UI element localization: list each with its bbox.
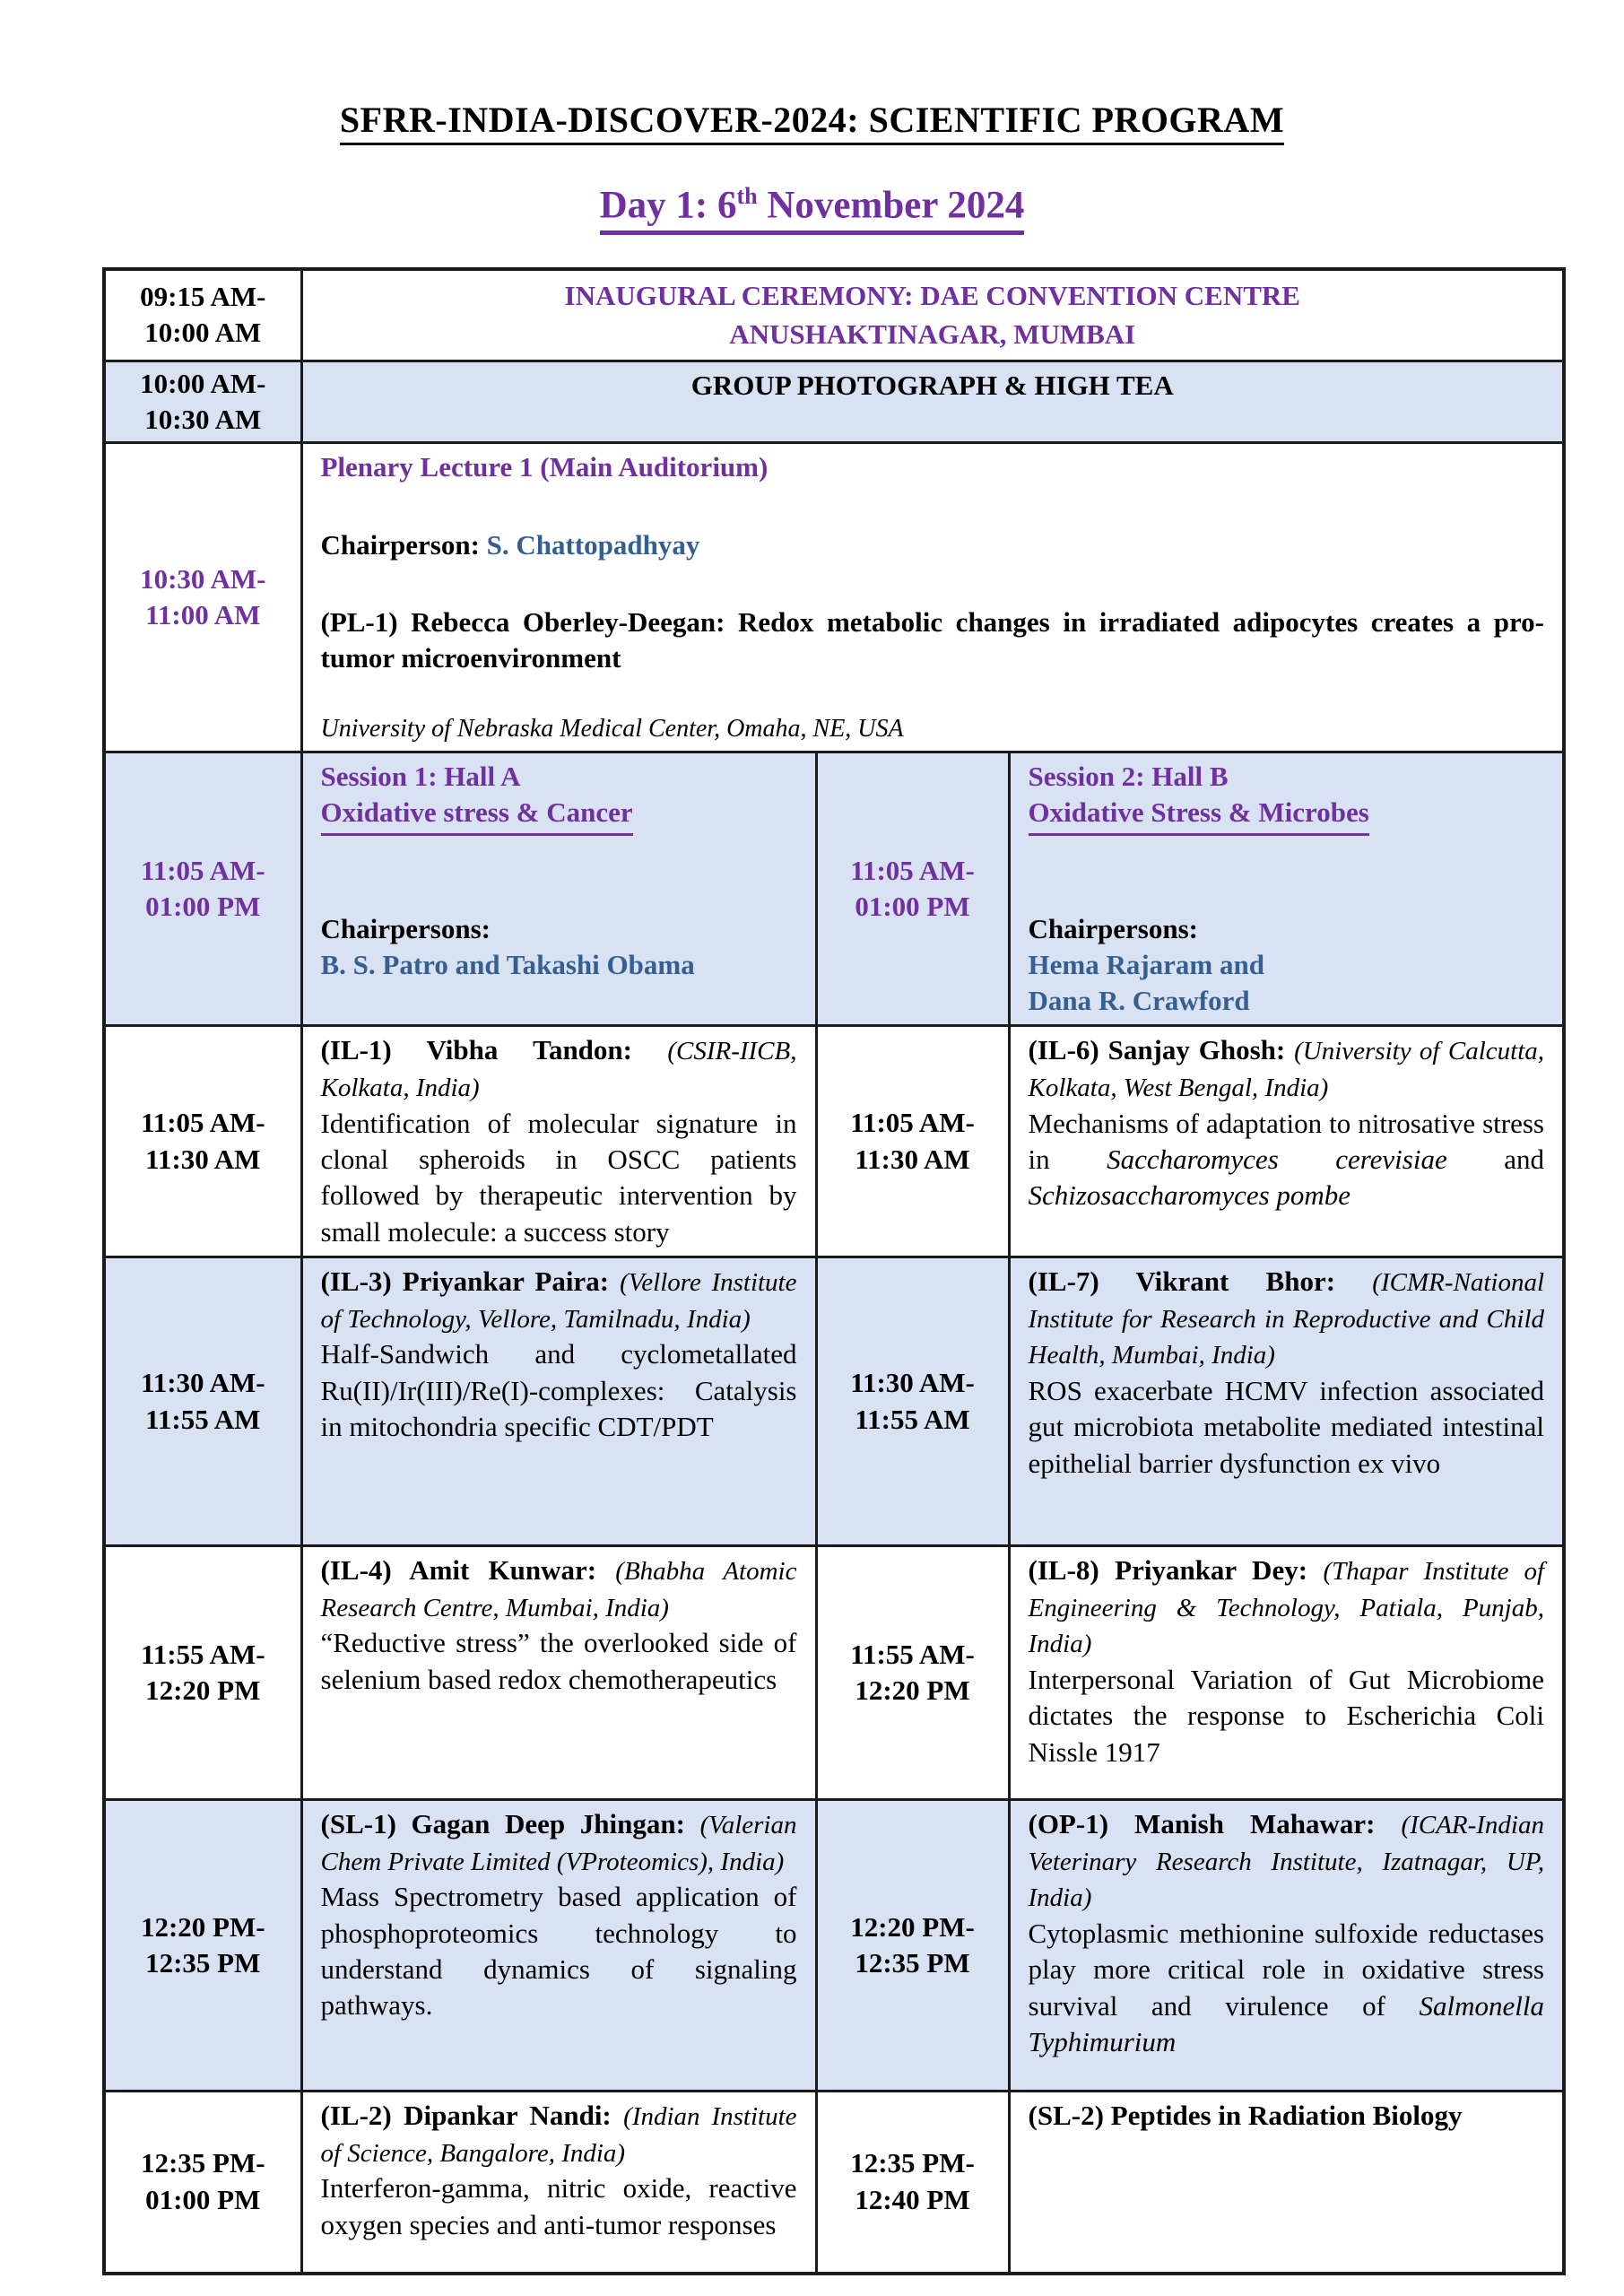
row-talk-il3-il7 (104, 1257, 1564, 1546)
plenary-chairperson (321, 527, 1545, 563)
schedule-table (102, 267, 1566, 2275)
session-1-chairs-names: B. S. Patro and Takashi Obama (320, 948, 695, 980)
session-1-title: Session 1: Hall A (320, 760, 521, 792)
talk-sl1-head: (SL-1) Gagan Deep Jhingan: (Valerian Chem Private Limited (VProteomics), India) (320, 1808, 797, 1876)
chairperson-label: Chairperson: (320, 528, 487, 561)
time-cell: 12:20 PM- 12:35 PM (816, 1800, 1009, 2092)
session-2-cell (1009, 752, 1564, 1025)
row-talk-il4-il8 (104, 1546, 1564, 1800)
session-2-chair-2: Dana R. Crawford (1028, 985, 1250, 1017)
inaugural-ceremony-cell (301, 269, 1564, 361)
day-heading-text: Day 1: 6th November 2024 (600, 183, 1025, 235)
talk-il6-head: (IL-6) Sanjay Ghosh: (University of Calcutta, Kolkata, West Bengal, India) (1028, 1034, 1544, 1103)
chairperson-name: S. Chattopadhyay (486, 528, 700, 561)
talk-il8-cell (1009, 1546, 1564, 1800)
page-title (0, 99, 1624, 141)
session-2-chairs-label: Chairpersons: (1028, 912, 1198, 944)
time-cell: 11:55 AM- 12:20 PM (816, 1546, 1009, 1800)
talk-sl1-cell (301, 1800, 816, 2092)
talk-sl1-body: Mass Spectrometry based application of phosphoproteomics technology to understand dynamics of signaling pathways. (320, 1881, 797, 2022)
plenary-talk-title: (PL-1) Rebecca Oberley-Deegan: Redox metabolic changes in irradiated adipocytes creates a pro-tumor microenvironment (320, 605, 1544, 674)
time-cell: 12:35 PM- 12:40 PM (816, 2092, 1009, 2274)
talk-op1-cell (1009, 1800, 1564, 2092)
time-cell: 11:05 AM- 11:30 AM (104, 1026, 301, 1257)
time-cell: 11:05 AM- 01:00 PM (816, 752, 1009, 1025)
talk-il7-cell (1009, 1257, 1564, 1546)
talk-il2-head: (IL-2) Dipankar Nandi: (Indian Institute of Science, Bangalore, India) (320, 2100, 797, 2168)
ordinal-superscript: th (736, 183, 758, 209)
plenary-title: Plenary Lecture 1 (Main Auditorium) (320, 451, 769, 483)
session-2-chair-1: Hema Rajaram and (1028, 948, 1264, 980)
time-cell: 11:55 AM- 12:20 PM (104, 1546, 301, 1800)
talk-il2-cell (301, 2092, 816, 2274)
talk-il1-body: Identification of molecular signature in clonal spheroids in OSCC patients followed by therapeutic intervention by small molecule: a success story (320, 1107, 797, 1248)
time-cell: 11:05 AM- 11:30 AM (816, 1026, 1009, 1257)
plenary-lecture-cell (301, 443, 1564, 752)
talk-il3-body: Half-Sandwich and cyclometallated Ru(II)/Ir(III)/Re(I)-complexes: Catalysis in mitochondria specific CDT/PDT (320, 1338, 797, 1442)
talk-il8-head: (IL-8) Priyankar Dey: (Thapar Institute of Engineering & Technology, Patiala, Punjab, India) (1028, 1554, 1545, 1659)
talk-op1-head: (OP-1) Manish Mahawar: (ICAR-Indian Veterinary Research Institute, Izatnagar, UP, India) (1028, 1808, 1544, 1913)
talk-il2-body: Interferon-gamma, nitric oxide, reactive oxygen species and anti-tumor responses (320, 2172, 797, 2240)
talk-il4-cell (301, 1546, 816, 1800)
row-talk-il1-il6 (104, 1026, 1564, 1257)
time-cell: 12:20 PM- 12:35 PM (104, 1800, 301, 2092)
time-cell: 12:35 PM- 01:00 PM (104, 2092, 301, 2274)
talk-il1-cell (301, 1026, 816, 1257)
talk-il6-body: Mechanisms of adaptation to nitrosative stress in Saccharomyces cerevisiae and Schizosaccharomyces pombe (1028, 1107, 1544, 1212)
row-session-headers (104, 752, 1564, 1025)
inaugural-line-2: ANUSHAKTINAGAR, MUMBAI (729, 318, 1136, 351)
talk-il4-body: “Reductive stress” the overlooked side of selenium based redox chemotherapeutics (320, 1627, 797, 1695)
talk-sl2-head: (SL-2) Peptides in Radiation Biology (1028, 2100, 1463, 2131)
row-group-photograph (104, 361, 1564, 443)
day-heading (0, 183, 1624, 235)
talk-il7-body: ROS exacerbate HCMV infection associated gut microbiota metabolite mediated intestinal epithelial barrier dysfunction ex vivo (1028, 1375, 1544, 1479)
group-photo-cell (301, 361, 1564, 443)
row-talk-sl1-op1 (104, 1800, 1564, 2092)
group-photo-label: GROUP PHOTOGRAPH & HIGH TEA (690, 369, 1174, 401)
talk-il6-cell (1009, 1026, 1564, 1257)
session-2-topic: Oxidative Stress & Microbes (1029, 795, 1545, 835)
plenary-affiliation: University of Nebraska Medical Center, Omaha, NE, USA (320, 714, 904, 743)
talk-sl2-cell (1009, 2092, 1564, 2274)
program-title-text: SFRR-INDIA-DISCOVER-2024: SCIENTIFIC PROGRAM (340, 100, 1284, 145)
session-2-title: Session 2: Hall B (1028, 760, 1229, 792)
talk-il4-head: (IL-4) Amit Kunwar: (Bhabha Atomic Research Centre, Mumbai, India) (320, 1554, 797, 1622)
inaugural-line-1: INAUGURAL CEREMONY: DAE CONVENTION CENTRE (564, 280, 1300, 311)
talk-il7-head: (IL-7) Vikrant Bhor: (ICMR-National Institute for Research in Reproductive and Child Health, Mumbai, India) (1028, 1265, 1544, 1370)
row-talk-il2-sl2 (104, 2092, 1564, 2274)
talk-il1-head: (IL-1) Vibha Tandon: (CSIR-IICB, Kolkata, India) (320, 1034, 797, 1103)
talk-il3-head: (IL-3) Priyankar Paira: (Vellore Institute of Technology, Vellore, Tamilnadu, India) (320, 1265, 797, 1334)
time-cell: 11:30 AM- 11:55 AM (816, 1257, 1009, 1546)
talk-op1-body: Cytoplasmic methionine sulfoxide reductases play more critical role in oxidative stress survival and virulence of Salmonella Typhimurium (1028, 1918, 1544, 2057)
session-1-topic: Oxidative stress & Cancer (321, 795, 797, 835)
time-cell: 09:15 AM- 10:00 AM (104, 269, 301, 361)
time-cell: 11:30 AM- 11:55 AM (104, 1257, 301, 1546)
session-1-cell (301, 752, 816, 1025)
time-cell: 11:05 AM- 01:00 PM (104, 752, 301, 1025)
time-cell: 10:00 AM- 10:30 AM (104, 361, 301, 443)
session-1-chairs-label: Chairpersons: (320, 912, 491, 944)
time-cell: 10:30 AM- 11:00 AM (104, 443, 301, 752)
talk-il3-cell (301, 1257, 816, 1546)
row-plenary-lecture (104, 443, 1564, 752)
talk-il8-body: Interpersonal Variation of Gut Microbiome dictates the response to Escherichia Coli Nissle 1917 (1028, 1664, 1544, 1768)
row-inaugural-ceremony (104, 269, 1564, 361)
